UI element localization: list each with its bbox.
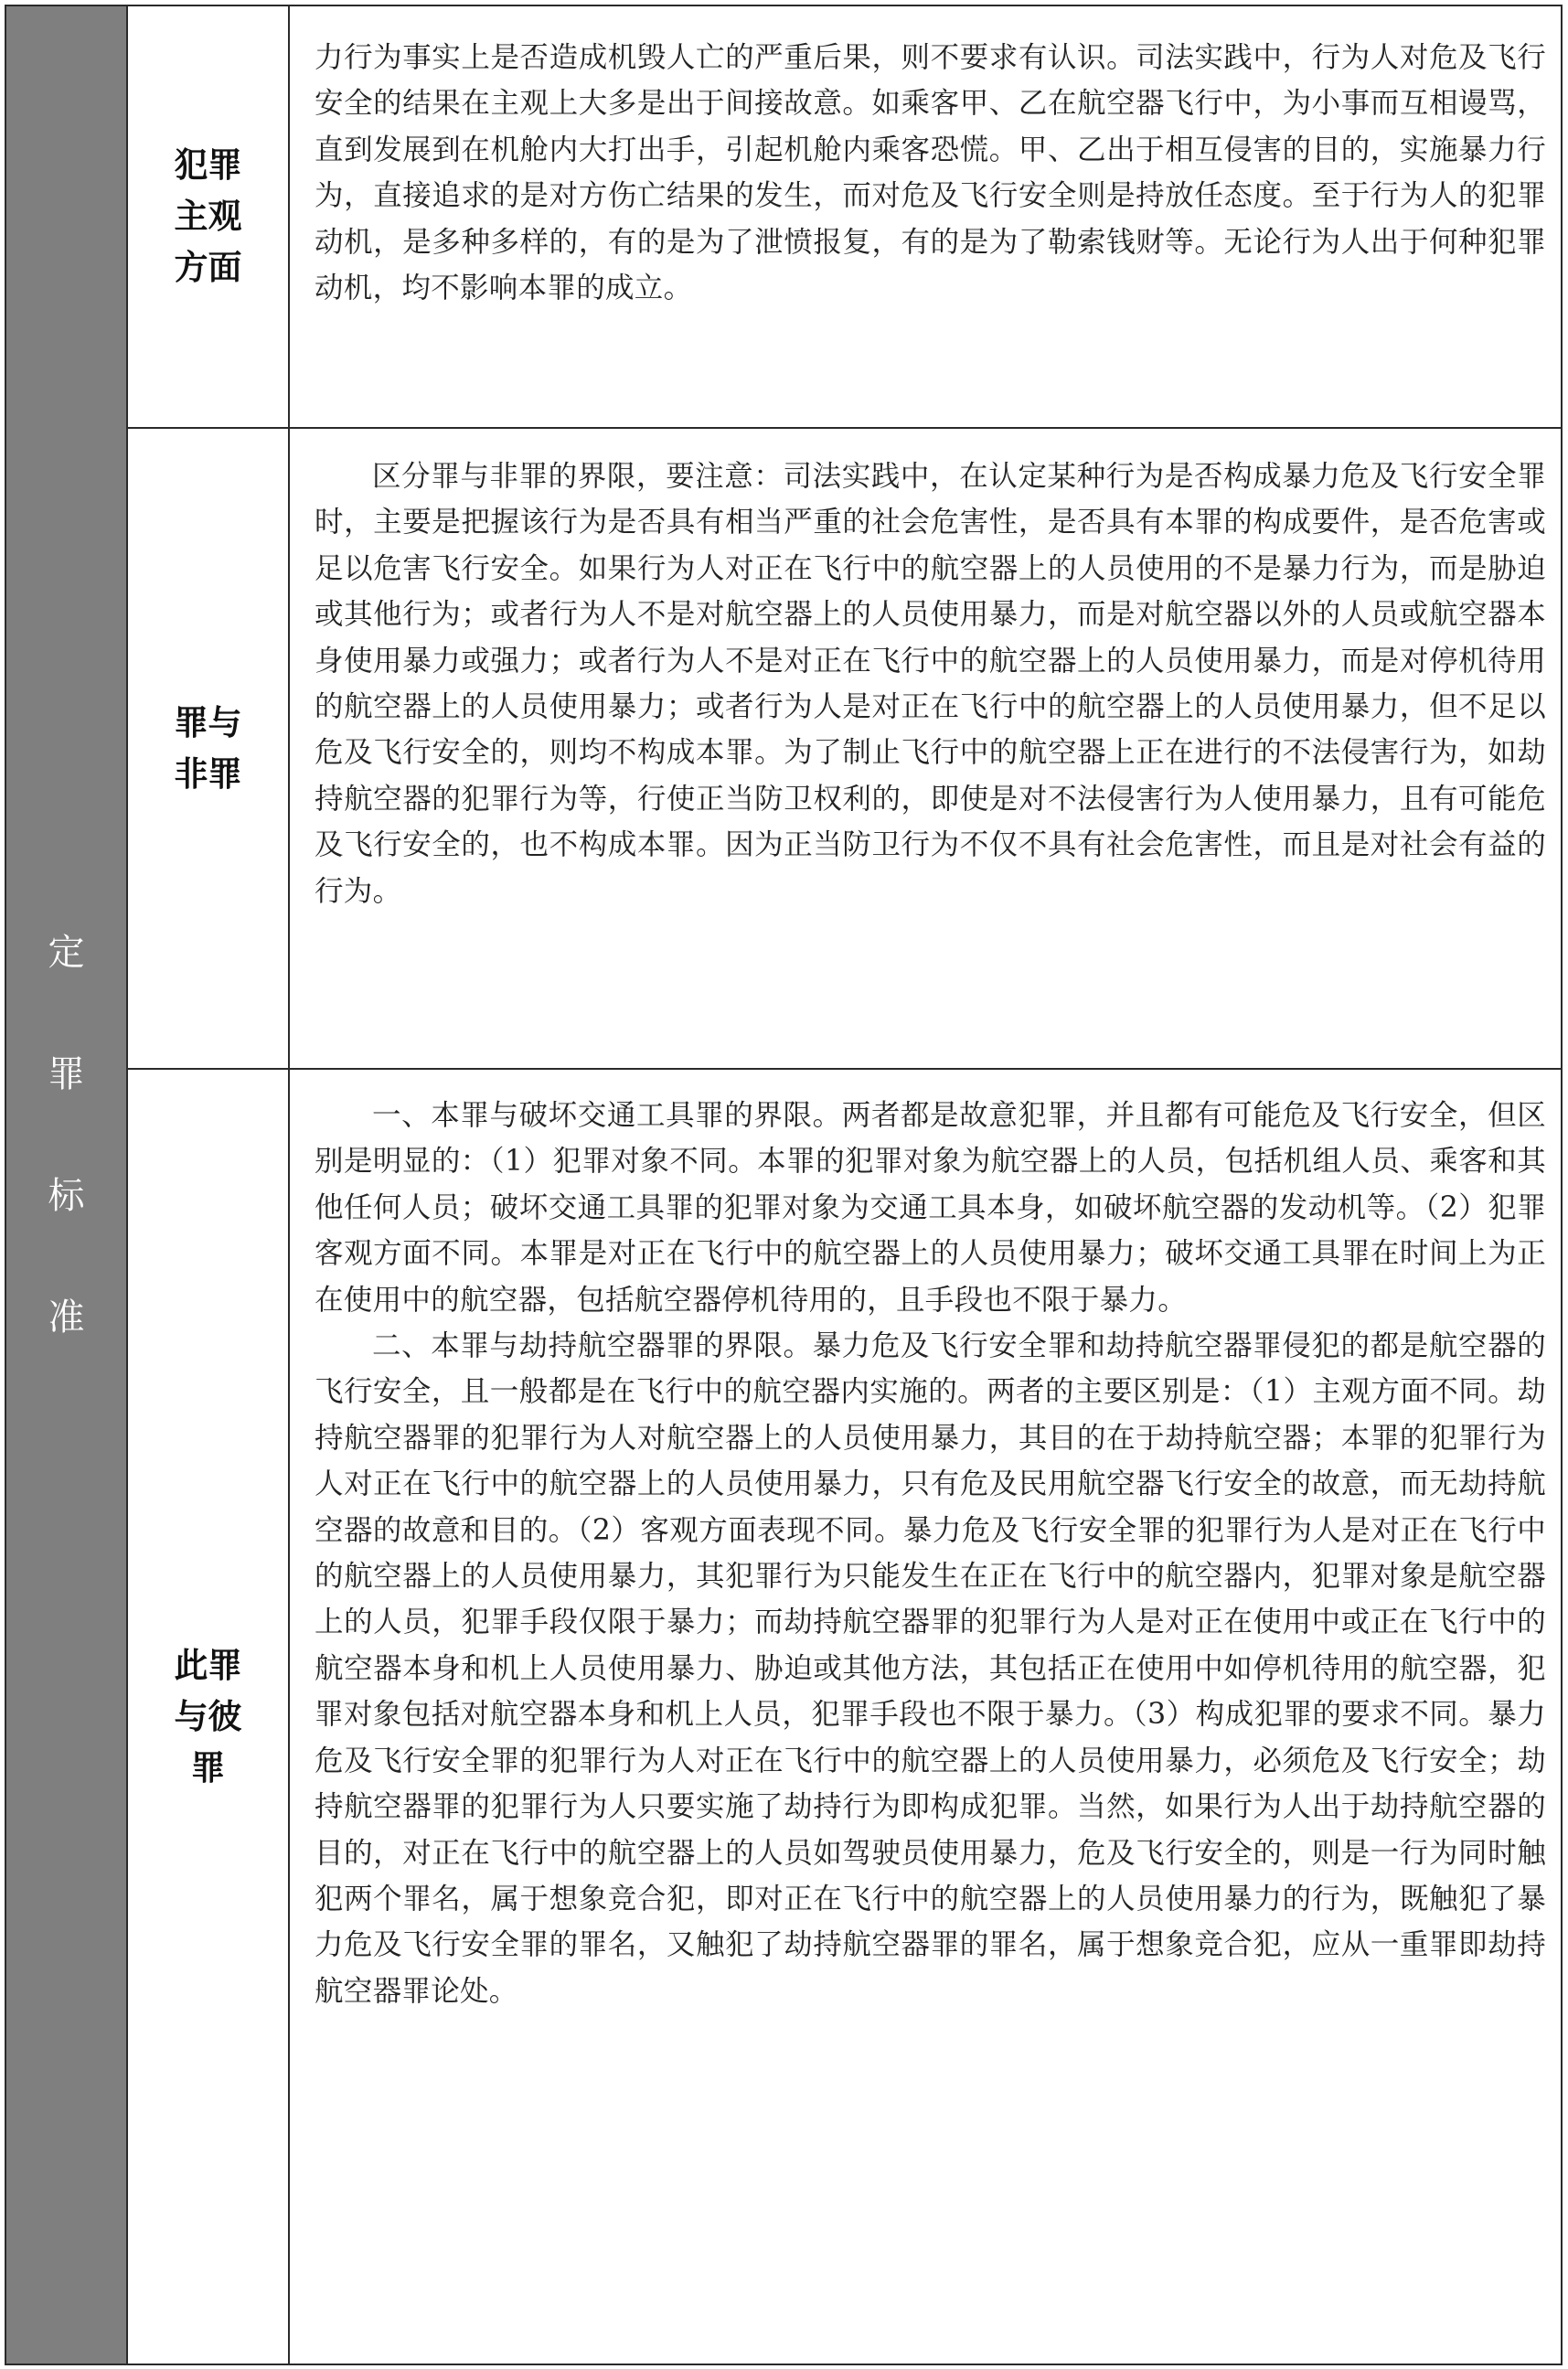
table-row-subjective-aspect bbox=[128, 6, 1561, 429]
side-title bbox=[6, 934, 126, 1421]
criteria-table bbox=[5, 5, 1563, 2365]
content-paragraph: 力行为事实上是否造成机毁人亡的严重后果，则不要求有认识。司法实践中，行为人对危及飞行安全的结果在主观上大多是出于间接故意。如乘客甲、乙在航空器飞行中，为小事而互相谩骂，直到发展到在机舱内大打出手，引起机舱内乘客恐慌。甲、乙出于相互侵害的目的，实施暴力行为，直接追求的是对方伤亡结果的发生，而对危及飞行安全则是持放任态度。至于行为人的犯罪动机，是多种多样的，有的是为了泄愤报复，有的是为了勒索钱财等。无论行为人出于何种犯罪动机，均不影响本罪的成立。 bbox=[315, 41, 1546, 305]
content-paragraph: 二、本罪与劫持航空器罪的界限。暴力危及飞行安全罪和劫持航空器罪侵犯的都是航空器的飞行安全，且一般都是在飞行中的航空器内实施的。两者的主要区别是：（1）主观方面不同。劫持航空器罪的犯罪行为人对航空器上的人员使用暴力，其目的在于劫持航空器；本罪的犯罪行为人对正在飞行中的航空器上的人员使用暴力，只有危及民用航空器飞行安全的故意，而无劫持航空器的故意和目的。（2）客观方面表现不同。暴力危及飞行安全罪的犯罪行为人是对正在飞行中的航空器上的人员使用暴力，其犯罪行为只能发生在正在飞行中的航空器内，犯罪对象是航空器上的人员，犯罪手段仅限于暴力；而劫持航空器罪的犯罪行为人是对正在使用中或正在飞行中的航空器本身和机上人员使用暴力、胁迫或其他方法，其包括正在使用中如停机待用的航空器，犯罪对象包括对航空器本身和机上人员，犯罪手段也不限于暴力。（3）构成犯罪的要求不同。暴力危及飞行安全罪的犯罪行为人对正在飞行中的航空器上的人员使用暴力，必须危及飞行安全；劫持航空器罪的犯罪行为人只要实施了劫持行为即构成犯罪。当然，如果行为人出于劫持航空器的目的，对正在飞行中的航空器上的人员如驾驶员使用暴力，危及飞行安全的，则是一行为同时触犯两个罪名，属于想象竞合犯，即对正在飞行中的航空器上的人员使用暴力的行为，既触犯了暴力危及飞行安全罪的罪名，又触犯了劫持航空器罪的罪名，属于想象竞合犯，应从一重罪即劫持航空器罪论处。 bbox=[315, 1329, 1546, 2008]
side-title-char: 罪 bbox=[48, 1053, 85, 1095]
content-paragraph: 一、本罪与破坏交通工具罪的界限。两者都是故意犯罪，并且都有可能危及飞行安全，但区别是明显的：（1）犯罪对象不同。本罪的犯罪对象为航空器上的人员，包括机组人员、乘客和其他任何人员；破坏交通工具罪的犯罪对象为交通工具本身，如破坏航空器的发动机等。（2）犯罪客观方面不同。本罪是对正在飞行中的航空器上的人员使用暴力；破坏交通工具罪在时间上为正在使用中的航空器，包括航空器停机待用的，且手段也不限于暴力。 bbox=[315, 1099, 1546, 1317]
row-label-cell bbox=[128, 6, 290, 427]
table-row-crime-or-not bbox=[128, 429, 1561, 1070]
row-content-cell bbox=[290, 1070, 1561, 2364]
row-label-cell bbox=[128, 429, 290, 1068]
side-title-char: 定 bbox=[48, 932, 85, 974]
row-content-cell bbox=[290, 6, 1561, 427]
table-row-this-crime-vs-other bbox=[128, 1070, 1561, 2364]
side-title-char: 准 bbox=[48, 1297, 85, 1339]
row-label: 罪与非罪 bbox=[174, 702, 242, 794]
content-paragraph: 区分罪与非罪的界限，要注意：司法实践中，在认定某种行为是否构成暴力危及飞行安全罪时，主要是把握该行为是否具有相当严重的社会危害性，是否具有本罪的构成要件，是否危害或足以危害飞行安全。如果行为人对正在飞行中的航空器上的人员使用的不是暴力行为，而是胁迫或其他行为；或者行为人不是对航空器上的人员使用暴力，而是对航空器以外的人员或航空器本身使用暴力或强力；或者行为人不是对正在飞行中的航空器上的人员使用暴力，而是对停机待用的航空器上的人员使用暴力；或者行为人是对正在飞行中的航空器上的人员使用暴力，但不足以危及飞行安全的，则均不构成本罪。为了制止飞行中的航空器上正在进行的不法侵害行为，如劫持航空器的犯罪行为等，行使正当防卫权利的，即使是对不法侵害行为人使用暴力，且有可能危及飞行安全的，也不构成本罪。因为正当防卫行为不仅不具有社会危害性，而且是对社会有益的行为。 bbox=[315, 460, 1546, 908]
row-label: 犯罪主观方面 bbox=[174, 145, 242, 287]
side-title-char: 标 bbox=[48, 1175, 85, 1217]
row-label-cell bbox=[128, 1070, 290, 2364]
row-label: 此罪与彼罪 bbox=[174, 1645, 242, 1787]
row-content-cell bbox=[290, 429, 1561, 1068]
side-column bbox=[6, 6, 128, 2364]
